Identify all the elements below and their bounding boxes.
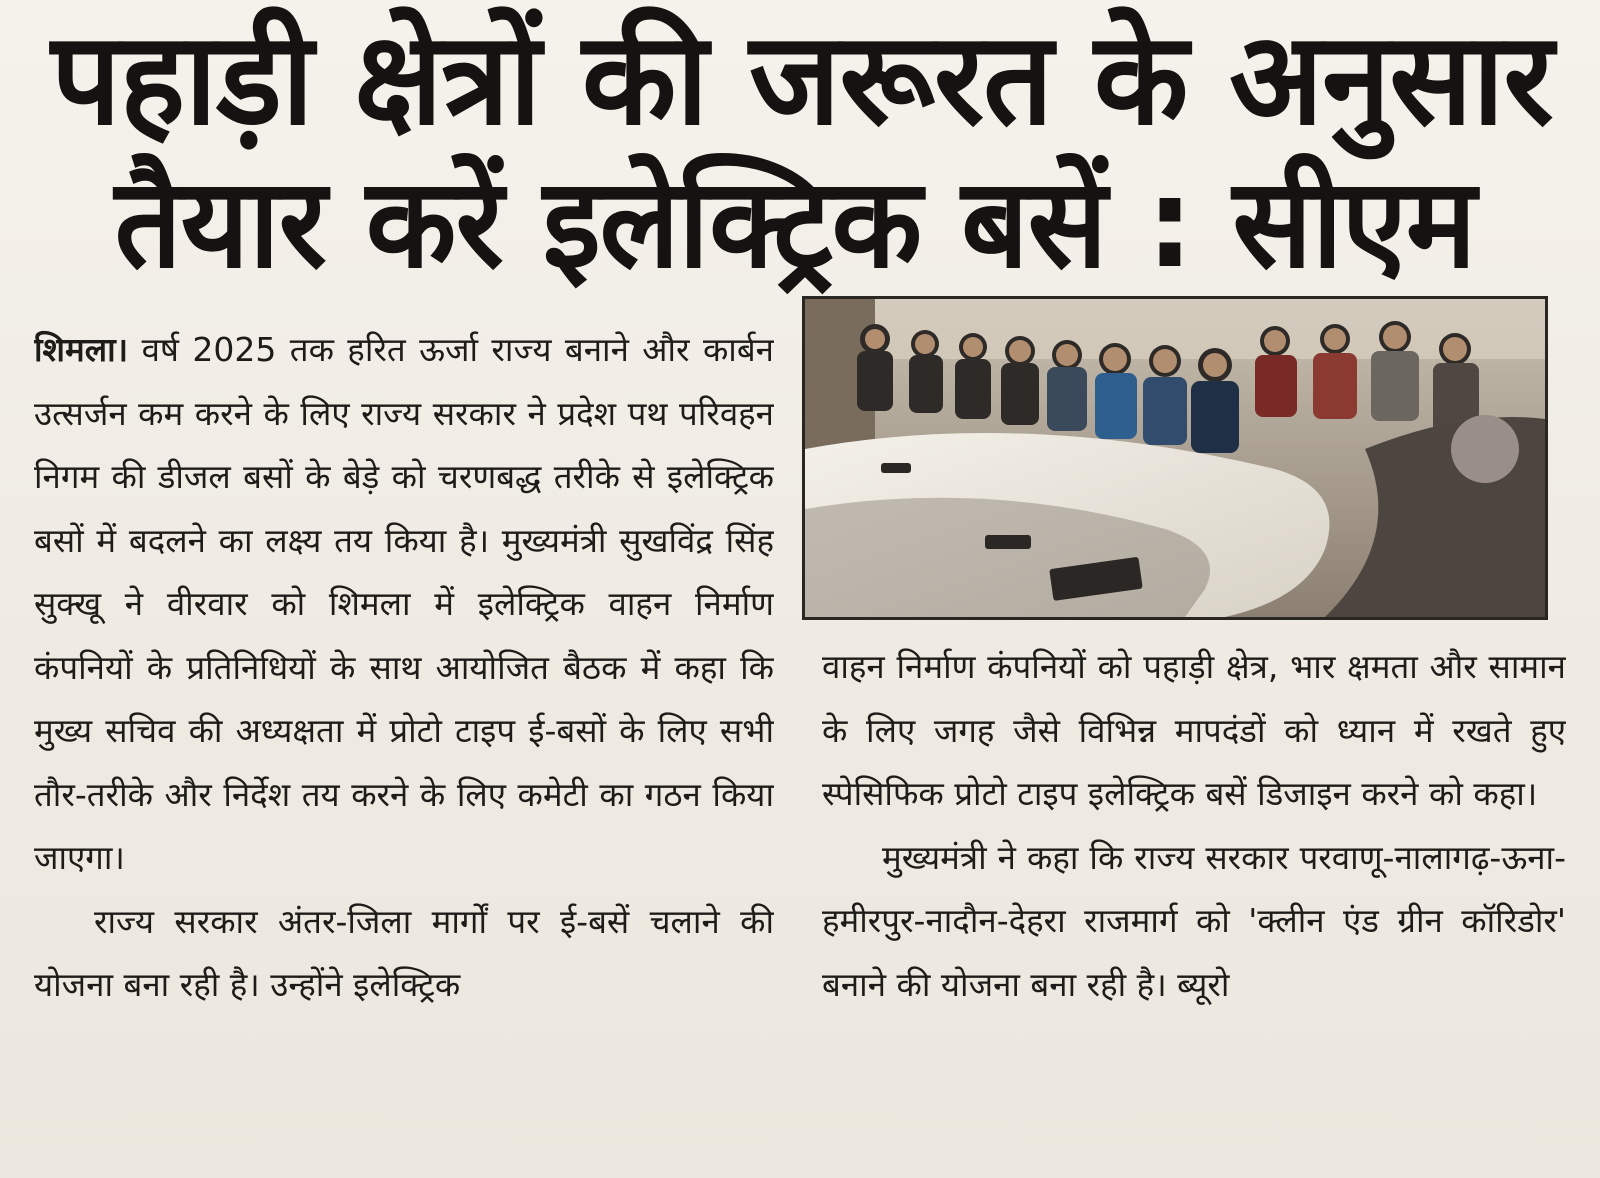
article-paragraph-2: राज्य सरकार अंतर-जिला मार्गों पर ई-बसें चलाने की योजना बना रही है। उन्होंने इलेक्ट्रिक (34, 901, 774, 1004)
headline-line-2: तैयार करें इलेक्ट्रिक बसें : सीएम (114, 152, 1476, 296)
article-paragraph-4: मुख्यमंत्री ने कहा कि राज्य सरकार परवाणू-नालागढ़-ऊना-हमीरपुर-नादौन-देहरा राजमार्ग को 'क्लीन एंड ग्रीन कॉरिडोर' बनाने की योजना बना रही है। ब्यूरो (822, 837, 1566, 1004)
article-paragraph-1 (34, 318, 774, 890)
article-paragraph-3: वाहन निर्माण कंपनियों को पहाड़ी क्षेत्र, भार क्षमता और सामान के लिए जगह जैसे विभिन्न मापदंडों को ध्यान में रखते हुए स्पेसिफिक प्रोटो टाइप इलेक्ट्रिक बसें डिजाइन करने को कहा। (822, 647, 1566, 813)
paragraph-1-text: वर्ष 2025 तक हरित ऊर्जा राज्य बनाने और कार्बन उत्सर्जन कम करने के लिए राज्य सरकार ने प्रदेश पथ परिवहन निगम की डीजल बसों के बेड़े को चरणबद्ध तरीके से इलेक्ट्रिक बसों में बदलने का लक्ष्य तय किया है। मुख्यमंत्री सुखविंद्र सिंह सुक्खू ने वीरवार को शिमला में इलेक्ट्रिक वाहन निर्माण कंपनियों के प्रतिनिधियों के साथ आयोजित बैठक में कहा कि मुख्य सचिव की अध्यक्षता में प्रोटो टाइप ई-बसों के लिए सभी तौर-तरीके और निर्देश तय करने के लिए कमेटी का गठन किया जाएगा। (34, 330, 774, 877)
meeting-photo (802, 296, 1548, 620)
meeting-photo-image (805, 299, 1545, 617)
headline-line-1: पहाड़ी क्षेत्रों की जरूरत के अनुसार (51, 5, 1553, 154)
article-left-column (34, 318, 774, 1158)
dateline: शिमला। (34, 330, 129, 369)
article-right-column (822, 635, 1566, 1165)
